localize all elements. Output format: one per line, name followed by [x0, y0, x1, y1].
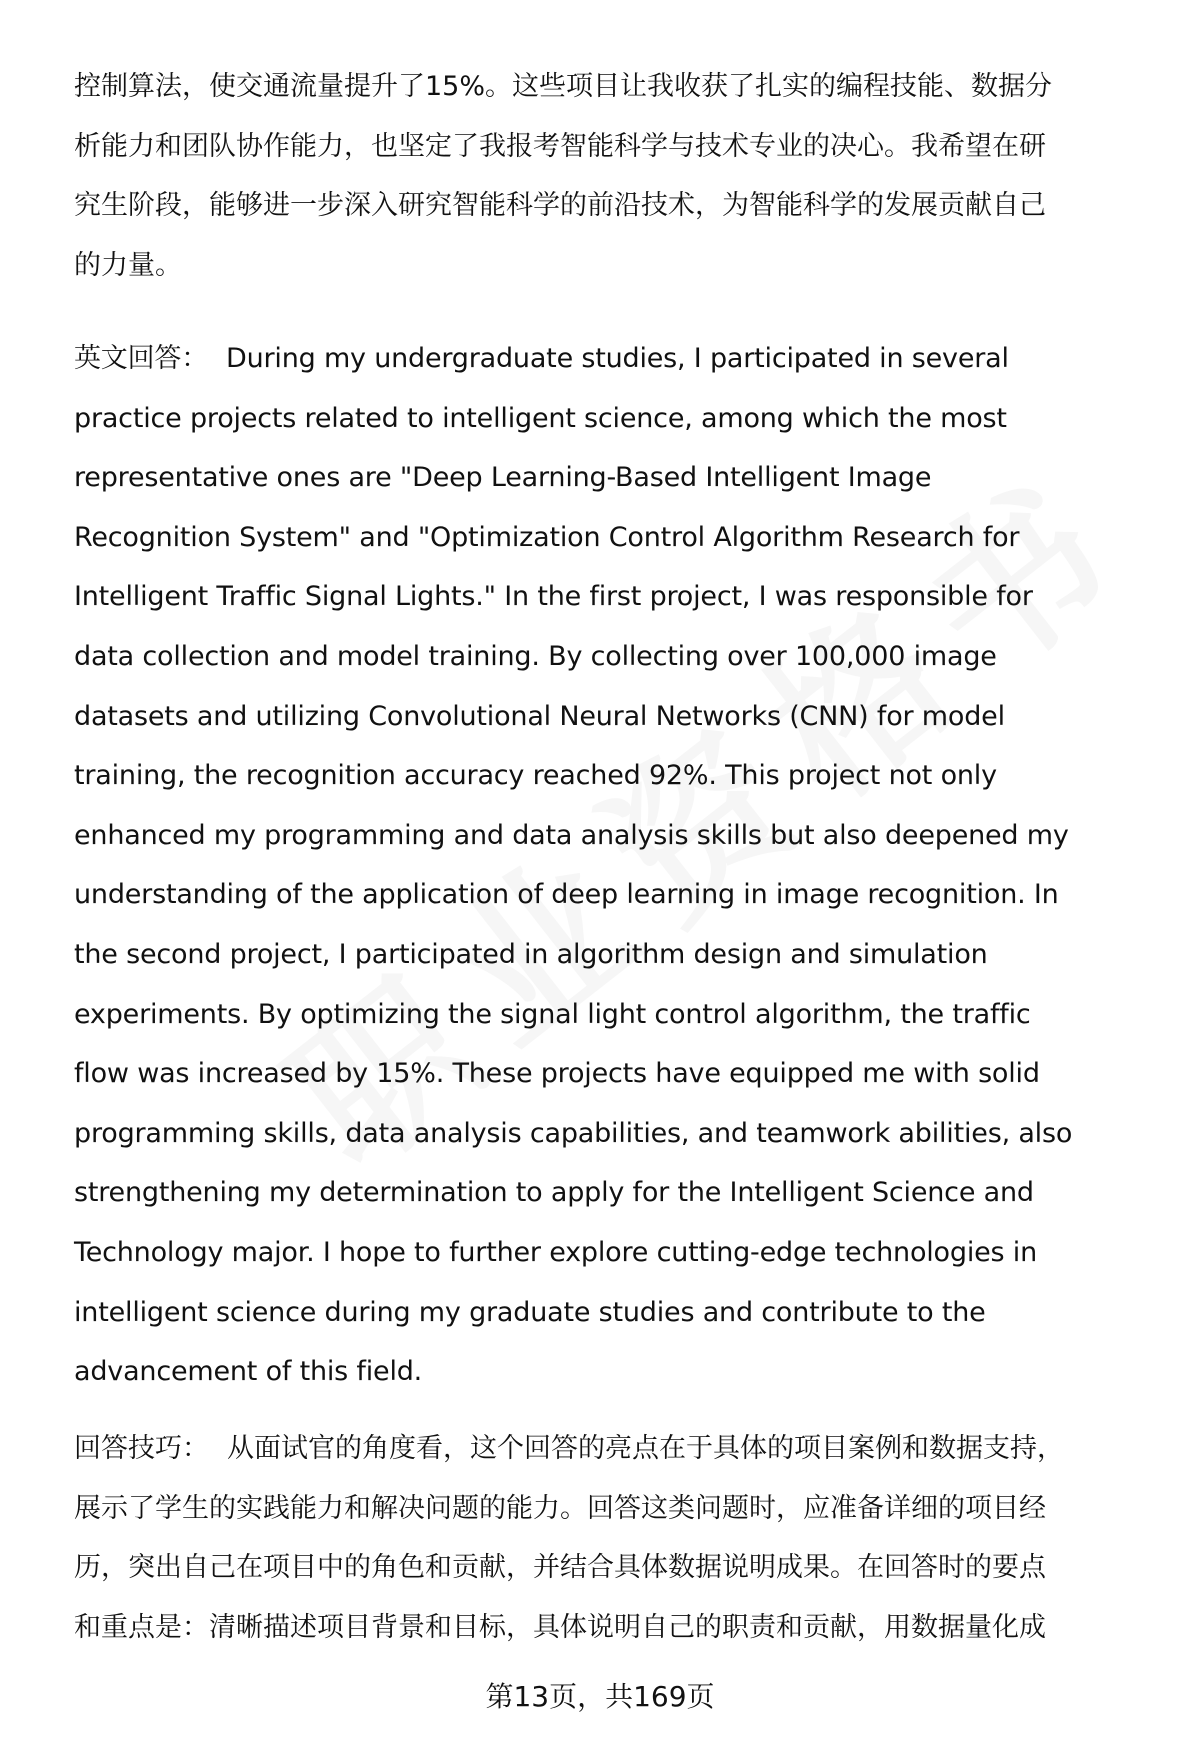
text-line: representative ones are "Deep Learning-Based Intelligent Image	[74, 462, 932, 494]
text-line: 究生阶段，能够进一步深入研究智能科学的前沿技术，为智能科学的发展贡献自己	[74, 190, 1046, 221]
text-line: data collection and model training. By collecting over 100,000 image	[74, 640, 997, 672]
text-line: the second project, I participated in algorithm design and simulation	[74, 938, 988, 970]
answer-tips-label: 回答技巧：	[74, 1433, 209, 1464]
page-number-footer: 第13页，共169页	[485, 1680, 715, 1713]
paragraph-chinese-continuation	[74, 57, 1146, 295]
text-line: advancement of this field.	[74, 1356, 423, 1388]
text-line: Intelligent Traffic Signal Lights." In the first project, I was responsible for	[74, 581, 1033, 613]
text-line: strengthening my determination to apply for the Intelligent Science and	[74, 1177, 1034, 1209]
text-line: enhanced my programming and data analysis skills but also deepened my	[74, 819, 1069, 851]
text-line: During my undergraduate studies, I participated in several	[226, 343, 1009, 374]
text-line: 历，突出自己在项目中的角色和贡献，并结合具体数据说明成果。在回答时的要点	[74, 1552, 1046, 1583]
text-line: datasets and utilizing Convolutional Neural Networks (CNN) for model	[74, 700, 1005, 732]
text-line: flow was increased by 15%. These projects have equipped me with solid	[74, 1058, 1040, 1090]
text-line: 的力量。	[74, 249, 182, 281]
text-line: practice projects related to intelligent science, among which the most	[74, 402, 1007, 434]
text-line: Recognition System" and "Optimization Control Algorithm Research for	[74, 521, 1020, 553]
text-line: understanding of the application of deep learning in image recognition. In	[74, 879, 1059, 911]
text-line: 从面试官的角度看，这个回答的亮点在于具体的项目案例和数据支持，	[227, 1433, 1064, 1464]
text-line: 和重点是：清晰描述项目背景和目标，具体说明自己的职责和贡献，用数据量化成	[74, 1611, 1046, 1643]
english-answer-section	[74, 329, 1146, 1402]
text-line: Technology major. I hope to further explore cutting-edge technologies in	[74, 1236, 1037, 1268]
text-line: experiments. By optimizing the signal light control algorithm, the traffic	[74, 998, 1031, 1030]
text-line: programming skills, data analysis capabilities, and teamwork abilities, also	[74, 1117, 1073, 1149]
text-line: 析能力和团队协作能力，也坚定了我报考智能科学与技术专业的决心。我希望在研	[74, 130, 1046, 162]
text-line: intelligent science during my graduate studies and contribute to the	[74, 1296, 986, 1328]
answer-tips-section	[74, 1419, 1146, 1657]
english-answer-label: 英文回答：	[74, 343, 208, 374]
text-line: training, the recognition accuracy reached 92%. This project not only	[74, 760, 997, 792]
text-line: 展示了学生的实践能力和解决问题的能力。回答这类问题时，应准备详细的项目经	[74, 1492, 1046, 1524]
text-line: 控制算法，使交通流量提升了15%。这些项目让我收获了扎实的编程技能、数据分	[74, 71, 1053, 102]
